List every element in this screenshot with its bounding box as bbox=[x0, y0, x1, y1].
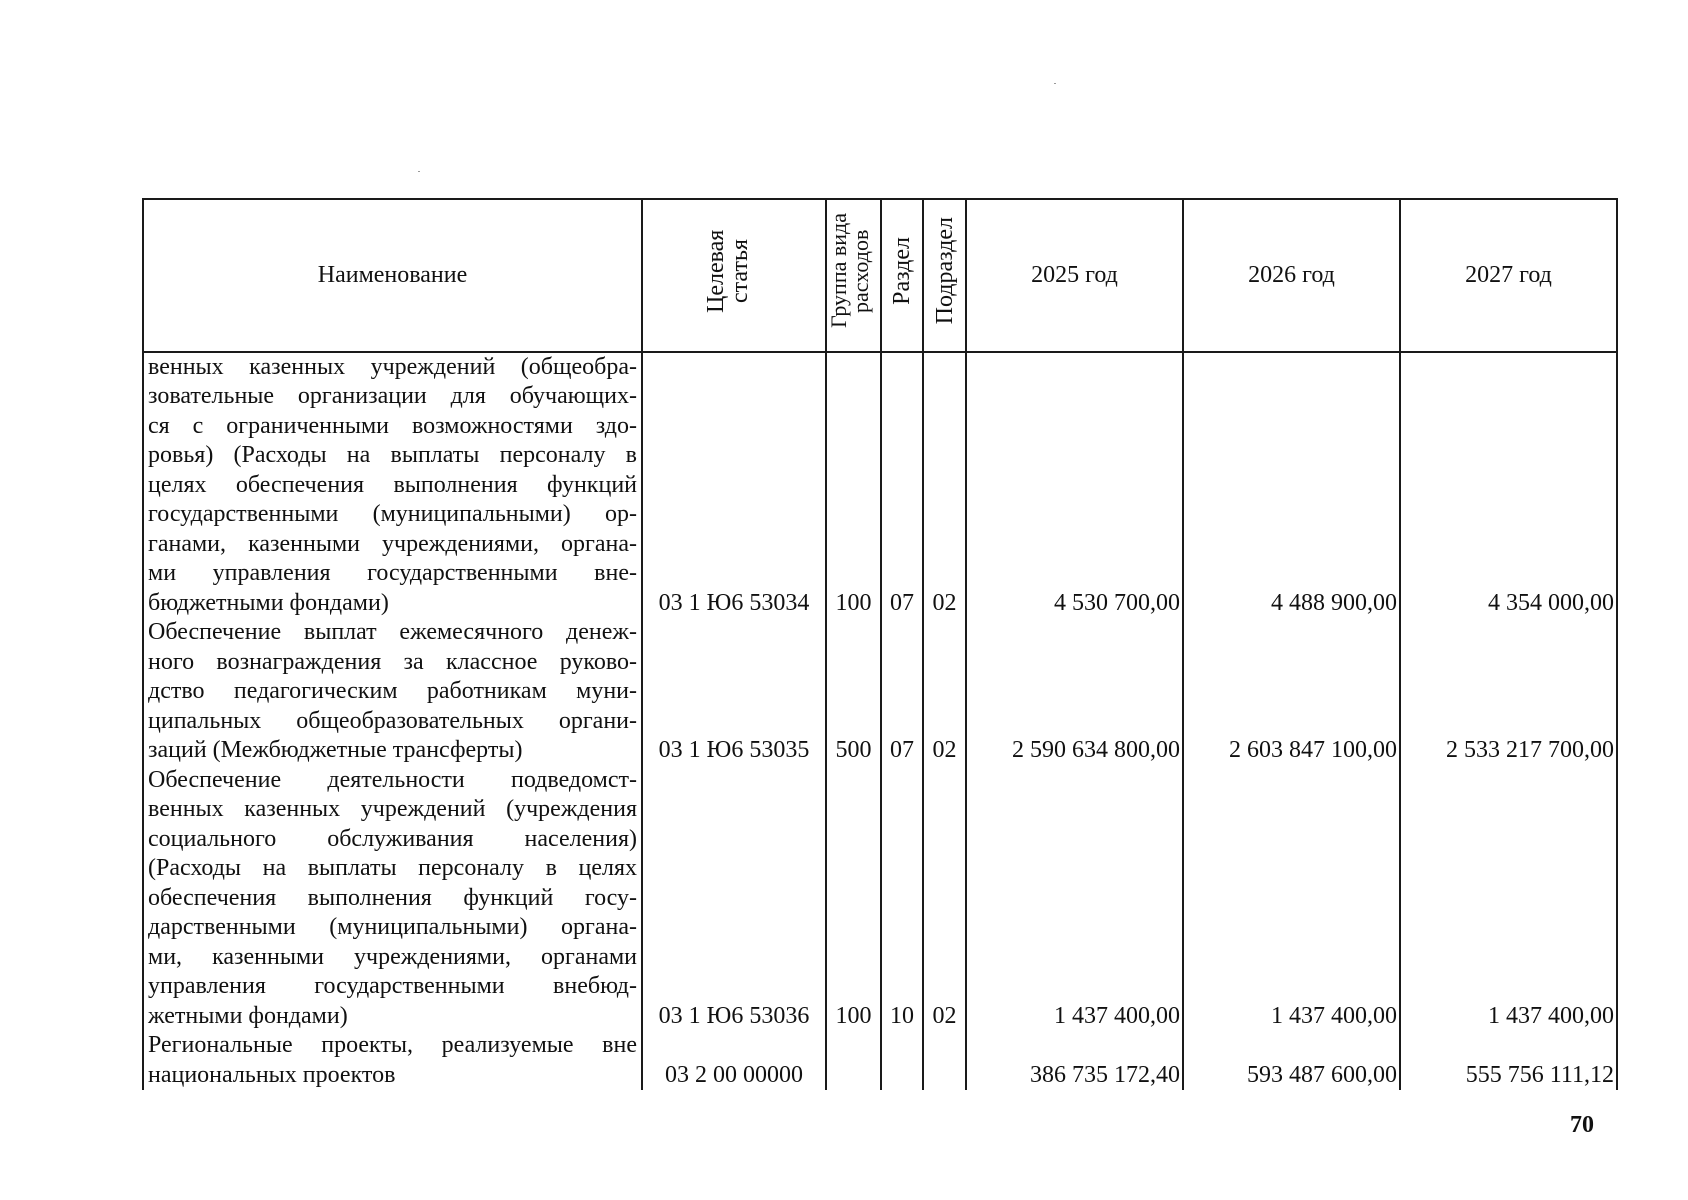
row-year-2027: 2 533 217 700,00 bbox=[1400, 618, 1617, 766]
row-year-2027: 4 354 000,00 bbox=[1400, 352, 1617, 619]
row-subsection: 02 bbox=[923, 766, 966, 1032]
row-section: 07 bbox=[881, 618, 923, 766]
row-name-line: ного вознаграждения за классное руково- bbox=[148, 648, 637, 675]
header-year-2026 bbox=[1183, 199, 1400, 352]
row-expense-group: 100 bbox=[826, 352, 881, 619]
row-name-line: ципальных общеобразовательных органи- bbox=[148, 707, 637, 734]
row-expense-group: 100 bbox=[826, 766, 881, 1032]
row-name-line: дарственными (муниципальными) органа- bbox=[148, 914, 637, 940]
row-name-line: зовательные организации для обучающих- bbox=[148, 383, 637, 409]
row-year-2026: 4 488 900,00 bbox=[1183, 352, 1400, 619]
header-row bbox=[143, 199, 1617, 352]
row-name-line: целях обеспечения выполнения функций bbox=[148, 471, 637, 498]
table-row bbox=[143, 618, 1617, 766]
row-expense-group: 500 bbox=[826, 618, 881, 766]
row-year-2027: 1 437 400,00 bbox=[1400, 766, 1617, 1032]
row-name-line: ганами, казенными учреждениями, органа- bbox=[148, 530, 637, 557]
row-name bbox=[143, 352, 642, 619]
row-name-line: Обеспечение выплат ежемесячного денеж- bbox=[148, 619, 637, 645]
row-section: 07 bbox=[881, 352, 923, 619]
row-year-2026: 2 603 847 100,00 bbox=[1183, 618, 1400, 766]
row-year-2025: 4 530 700,00 bbox=[966, 352, 1183, 619]
row-name-line: венных казенных учреждений (учреждения bbox=[148, 796, 637, 822]
header-subsection-label: Подраздел bbox=[931, 217, 958, 325]
row-target-article: 03 1 Ю6 53035 bbox=[642, 618, 826, 766]
header-section bbox=[881, 199, 923, 352]
row-section bbox=[881, 1031, 923, 1090]
table-row bbox=[143, 352, 1617, 619]
row-name-line: ми, казенными учреждениями, органами bbox=[148, 943, 637, 970]
scan-speck bbox=[418, 171, 420, 172]
row-year-2025: 2 590 634 800,00 bbox=[966, 618, 1183, 766]
row-name-line: управления государственными внебюд- bbox=[148, 973, 637, 999]
header-expense-group bbox=[826, 199, 881, 352]
header-year-2025-label: 2025 год bbox=[1031, 261, 1118, 288]
header-year-2027 bbox=[1400, 199, 1617, 352]
row-name-line: ровья) (Расходы на выплаты персоналу в bbox=[148, 442, 637, 468]
table-row bbox=[143, 1031, 1617, 1090]
row-subsection: 02 bbox=[923, 618, 966, 766]
row-name-line: ся с ограниченными возможностями здо- bbox=[148, 412, 637, 439]
row-name-line: жетными фондами) bbox=[148, 1002, 348, 1029]
row-name-line: обеспечения выполнения функций госу- bbox=[148, 884, 637, 911]
row-name-line: заций (Межбюджетные трансферты) bbox=[148, 737, 523, 763]
row-year-2027: 555 756 111,12 bbox=[1400, 1031, 1617, 1090]
table-row bbox=[143, 766, 1617, 1032]
header-name-label: Наименование bbox=[317, 261, 468, 288]
budget-expenses-table bbox=[142, 198, 1618, 1090]
row-name-line: национальных проектов bbox=[148, 1061, 396, 1088]
header-expense-group-label: Группа вида расходов bbox=[825, 213, 873, 329]
row-section: 10 bbox=[881, 766, 923, 1032]
header-year-2027-label: 2027 год bbox=[1465, 261, 1552, 288]
row-name-line: Обеспечение деятельности подведомст- bbox=[148, 766, 637, 793]
row-name bbox=[143, 766, 642, 1032]
row-name-line: венных казенных учреждений (общеобра- bbox=[148, 353, 637, 380]
row-year-2026: 593 487 600,00 bbox=[1183, 1031, 1400, 1090]
header-year-2025 bbox=[966, 199, 1183, 352]
scan-speck bbox=[1054, 83, 1056, 84]
row-subsection: 02 bbox=[923, 352, 966, 619]
row-subsection bbox=[923, 1031, 966, 1090]
row-name-line: дство педагогическим работникам муни- bbox=[148, 678, 637, 704]
header-subsection bbox=[923, 199, 966, 352]
table-header bbox=[143, 199, 1617, 352]
row-name-line: бюджетными фондами) bbox=[148, 589, 389, 616]
row-expense-group bbox=[826, 1031, 881, 1090]
header-section-label: Раздел bbox=[889, 237, 915, 305]
header-target-article-label: Целевая статья bbox=[703, 229, 753, 313]
header-target-article bbox=[642, 199, 826, 352]
row-name-line: ми управления государственными вне- bbox=[148, 560, 637, 586]
row-target-article: 03 1 Ю6 53036 bbox=[642, 766, 826, 1032]
row-year-2026: 1 437 400,00 bbox=[1183, 766, 1400, 1032]
table-body bbox=[143, 352, 1617, 1091]
row-target-article: 03 2 00 00000 bbox=[642, 1031, 826, 1090]
row-year-2025: 1 437 400,00 bbox=[966, 766, 1183, 1032]
row-name-line: социального обслуживания населения) bbox=[148, 825, 637, 852]
row-year-2025: 386 735 172,40 bbox=[966, 1031, 1183, 1090]
row-target-article: 03 1 Ю6 53034 bbox=[642, 352, 826, 619]
row-name-line: государственными (муниципальными) ор- bbox=[148, 501, 637, 527]
page-number: 70 bbox=[1570, 1112, 1594, 1138]
row-name bbox=[143, 618, 642, 766]
header-year-2026-label: 2026 год bbox=[1248, 261, 1335, 288]
row-name-line: (Расходы на выплаты персоналу в целях bbox=[148, 855, 637, 881]
row-name bbox=[143, 1031, 642, 1090]
row-name-line: Региональные проекты, реализуемые вне bbox=[148, 1032, 637, 1058]
header-name bbox=[143, 199, 642, 352]
